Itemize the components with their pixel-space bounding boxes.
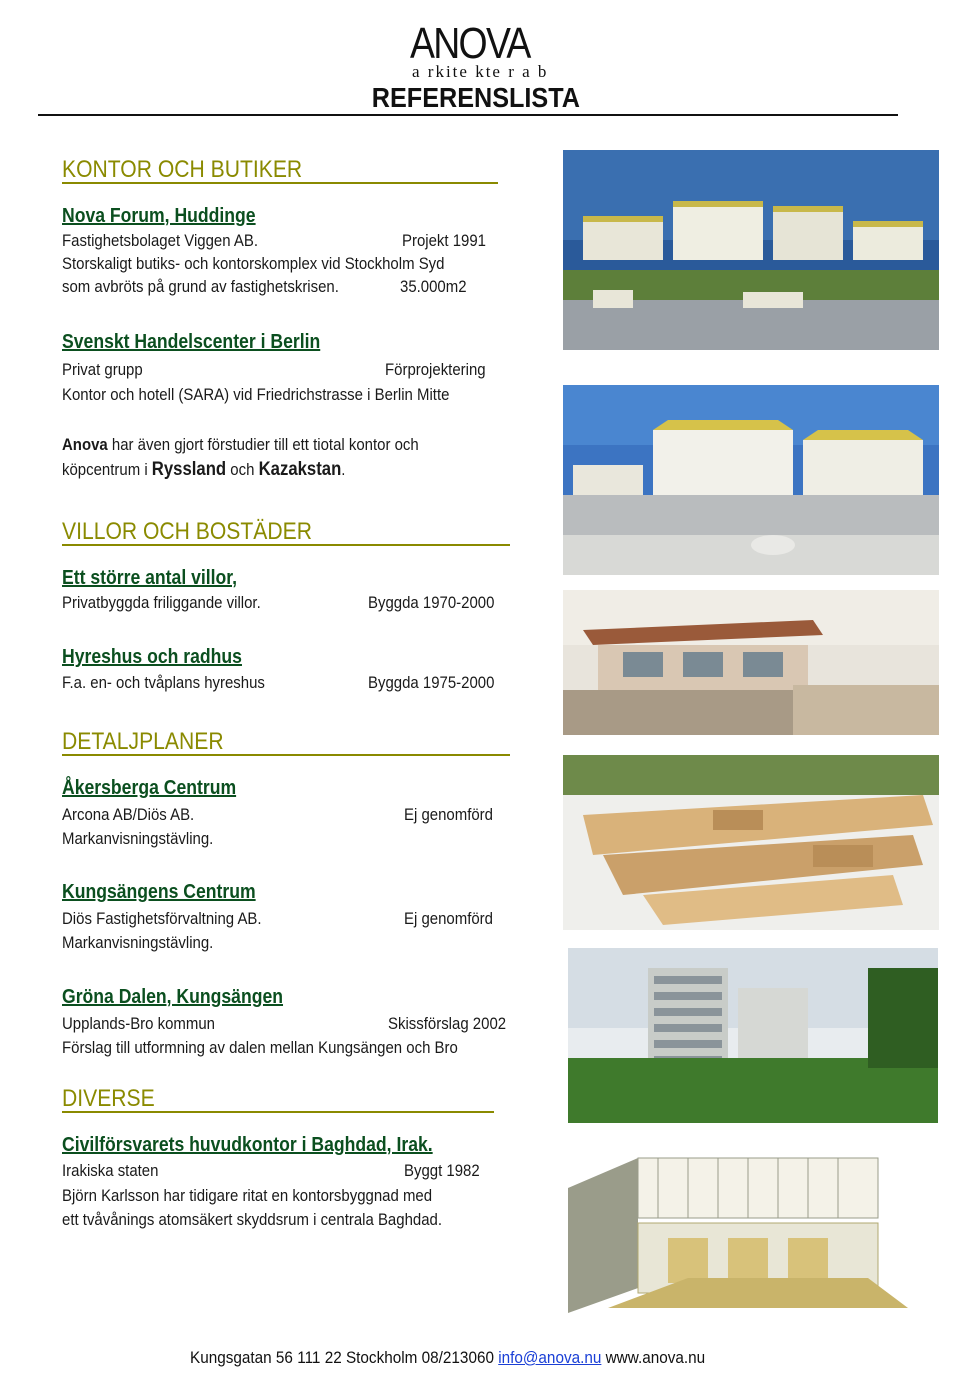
project-nova-desc: som avbröts på grund av fastighetskrisen. xyxy=(62,277,339,296)
project-nova-desc: Storskaligt butiks- och kontorskomplex vid Stockholm Syd xyxy=(62,254,445,273)
project-akersberga-client: Arcona AB/Diös AB. xyxy=(62,805,195,824)
project-berlin-desc: Kontor och hotell (SARA) vid Friedrichstrasse i Berlin Mitte xyxy=(62,385,450,404)
project-nova-title: Nova Forum, Huddinge xyxy=(62,205,256,227)
project-berlin-title: Svenskt Handelscenter i Berlin xyxy=(62,331,321,353)
project-nova-area: 35.000m2 xyxy=(400,277,467,296)
footer-website[interactable]: www.anova.nu xyxy=(601,1348,706,1367)
kazakstan-word: Kazakstan xyxy=(258,459,342,480)
project-civil-title: Civilförsvarets huvudkontor i Baghdad, Irak. xyxy=(62,1134,433,1156)
project-nova-client: Fastighetsbolaget Viggen AB. xyxy=(62,231,259,250)
ryssland-note-line2: köpcentrum i Ryssland och Kazakstan. xyxy=(62,459,346,480)
section-underline xyxy=(62,1111,494,1113)
section-kontor-heading: KONTOR OCH BUTIKER xyxy=(62,156,303,183)
project-grona-title: Gröna Dalen, Kungsängen xyxy=(62,986,284,1008)
akersberga-model-photo xyxy=(563,755,939,930)
project-civil-status: Byggt 1982 xyxy=(404,1161,480,1180)
project-berlin-client: Privat grupp xyxy=(62,360,143,379)
nova-forum-model-photo xyxy=(563,150,939,350)
project-hyreshus-desc: F.a. en- och tvåplans hyreshus xyxy=(62,673,265,692)
project-kungsangen-status: Ej genomförd xyxy=(404,909,493,928)
project-nova-status: Projekt 1991 xyxy=(402,231,486,250)
project-kungsangen-client: Diös Fastighetsförvaltning AB. xyxy=(62,909,262,928)
project-akersberga-status: Ej genomförd xyxy=(404,805,493,824)
villa-photo xyxy=(563,590,939,735)
anova-name: Anova xyxy=(62,435,108,454)
project-villor-years: Byggda 1970-2000 xyxy=(368,593,495,612)
footer-email-link[interactable]: info@anova.nu xyxy=(498,1348,602,1367)
project-berlin-status: Förprojektering xyxy=(385,360,486,379)
project-villor-title: Ett större antal villor, xyxy=(62,567,238,589)
project-villor-desc: Privatbyggda friliggande villor. xyxy=(62,593,261,612)
footer-address: Kungsgatan 56 111 22 Stockholm 08/213060 xyxy=(190,1348,499,1367)
project-hyreshus-years: Byggda 1975-2000 xyxy=(368,673,495,692)
project-kungsangen-type: Markanvisningstävling. xyxy=(62,933,214,952)
section-underline xyxy=(62,544,510,546)
ryssland-word: Ryssland xyxy=(151,459,227,480)
section-diverse-heading: DIVERSE xyxy=(62,1085,155,1112)
project-civil-client: Irakiska staten xyxy=(62,1161,159,1180)
project-grona-desc: Förslag till utformning av dalen mellan Kungsängen och Bro xyxy=(62,1038,458,1057)
section-detalj-heading: DETALJPLANER xyxy=(62,728,224,755)
project-civil-desc: ett tvåvånings atomsäkert skyddsrum i centrala Baghdad. xyxy=(62,1210,443,1229)
project-akersberga-type: Markanvisningstävling. xyxy=(62,829,214,848)
section-underline xyxy=(62,754,510,756)
project-grona-status: Skissförslag 2002 xyxy=(388,1014,507,1033)
footer-contact xyxy=(190,1348,705,1368)
project-grona-client: Upplands-Bro kommun xyxy=(62,1014,215,1033)
grona-dalen-rendering xyxy=(568,948,938,1123)
project-akersberga-title: Åkersberga Centrum xyxy=(62,777,237,799)
baghdad-building-sketch xyxy=(568,1128,938,1328)
project-civil-desc: Björn Karlsson har tidigare ritat en kontorsbyggnad med xyxy=(62,1186,433,1205)
section-underline xyxy=(62,182,498,184)
section-villor-heading: VILLOR OCH BOSTÄDER xyxy=(62,518,312,545)
page-title: REFERENSLISTA xyxy=(371,82,580,113)
berlin-model-photo xyxy=(563,385,939,575)
ryssland-note-line1: Anova har även gjort förstudier till ett tiotal kontor och xyxy=(62,435,419,454)
project-kungsangen-title: Kungsängens Centrum xyxy=(62,881,256,903)
company-logo-subtitle: a rkite kte r a b xyxy=(412,62,549,81)
company-logo: ANOVA xyxy=(410,19,530,68)
project-hyreshus-title: Hyreshus och radhus xyxy=(62,646,242,668)
